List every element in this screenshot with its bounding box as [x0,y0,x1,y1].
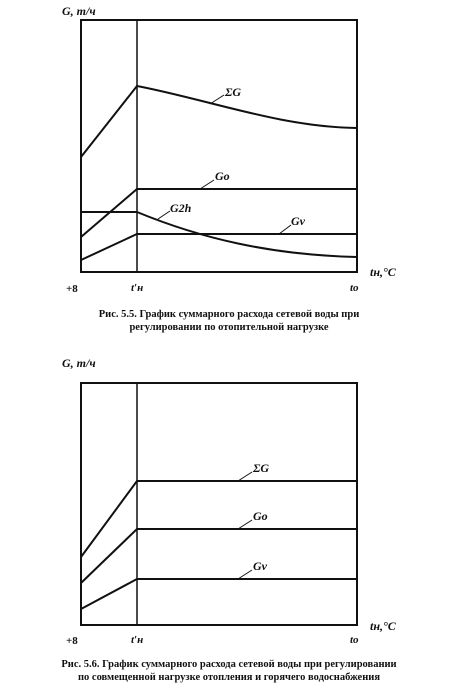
gv-leader [238,570,252,579]
gv-label: Gv [291,214,305,228]
gv-leader [279,225,291,234]
sum-g-curve [81,86,357,157]
x-tick-to: to [350,282,359,294]
x-tick-design: t′н [131,634,144,646]
go-leader [200,180,214,189]
x-axis-title: tн,°C [370,265,396,279]
y-axis-title: G, т/ч [62,356,96,370]
g2h-leader [158,211,170,219]
y-axis-title: G, т/ч [62,4,96,18]
caption-5-5 [0,308,458,334]
sum-g-leader [210,95,224,104]
go-leader [238,520,252,529]
sum-g-leader [238,472,252,481]
go-label: Go [253,509,268,523]
x-tick-plus8: +8 [66,283,78,295]
caption-line-2: по совмещенной нагрузке отопления и горячего водоснабжения [77,672,380,683]
go-curve [81,529,357,583]
g2h-label: G2h [170,201,192,215]
x-tick-plus8: +8 [66,635,78,647]
caption-line-1: Рис. 5.5. График суммарного расхода сетевой воды при [98,309,360,320]
caption-line-1: Рис. 5.6. График суммарного расхода сетевой воды при регулировании [61,659,397,670]
x-tick-design: t′н [131,282,144,294]
plot-frame [81,383,357,625]
go-label: Go [215,169,230,183]
caption-line-2: регулировании по отопительной нагрузке [129,322,329,333]
sum-g-curve [81,481,357,557]
gv-label: Gv [253,559,267,573]
caption-5-6 [0,658,458,684]
figure-5-6 [0,352,458,697]
gv-curve [81,579,357,609]
chart-5-6 [0,352,458,697]
sum-g-label: ΣG [253,461,270,475]
x-tick-to: to [350,634,359,646]
x-axis-title: tн,°C [370,619,396,633]
sum-g-label: ΣG [225,85,242,99]
